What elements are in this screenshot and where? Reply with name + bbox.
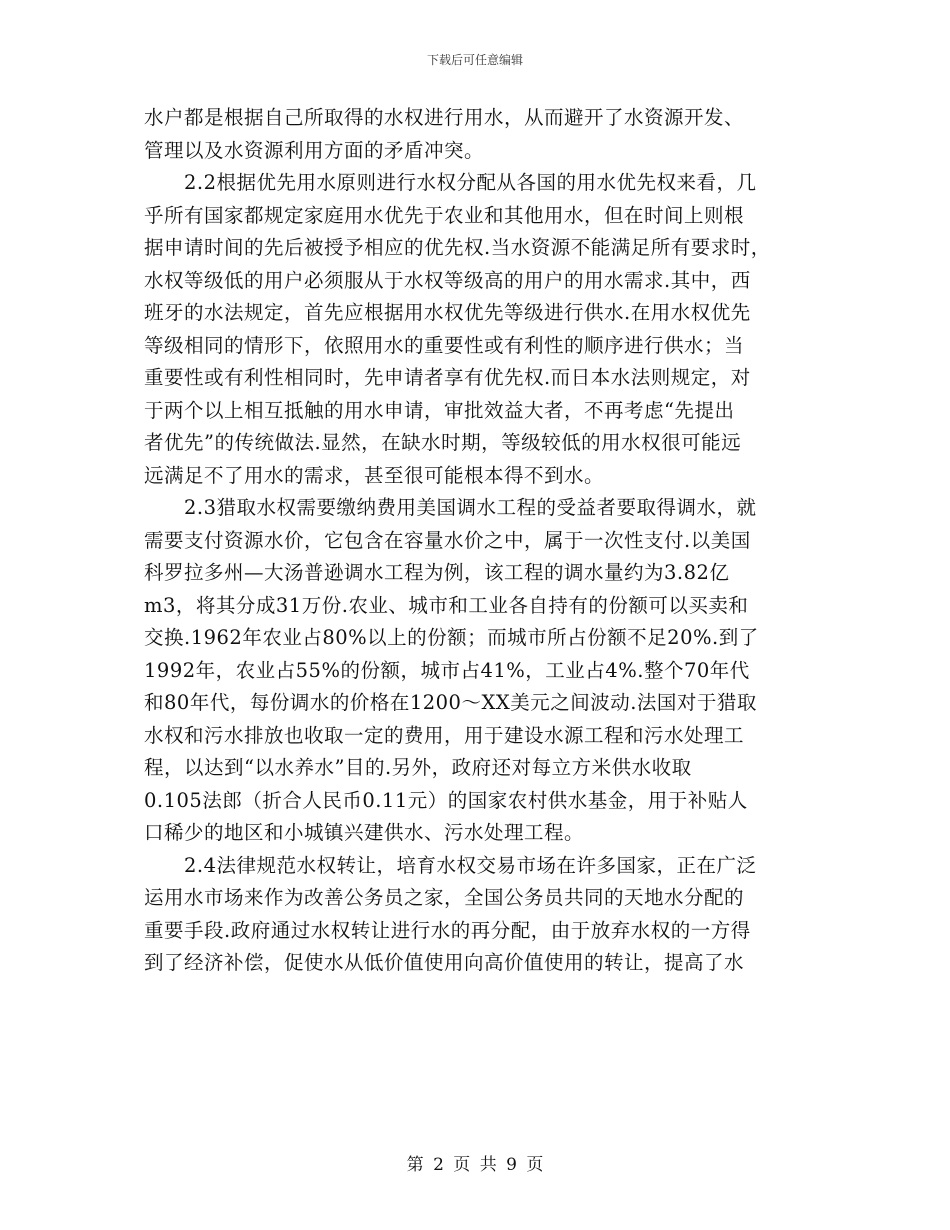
paragraph-section-2-2: 2.2根据优先用水原则进行水权分配从各国的用水优先权来看，几 乎所有国家都规定家庭用水优先于农业和其他用水，但在时间上则根 据申请时间的先后被授予相应的优先权.当水资源不能满足所有要求时， 水权等级低的用户必须服从于水权等级高的用户的用水需求.其中，西 班牙的水法规定，首先应根据用水权优先等级进行供水.在用水权优先 等级相同的情形下，依照用水的重要性或有利性的顺序进行供水；当 重要性或有利性相同时，先申请者享有优先权.而日本水法则规定，对 于两个以上相互抵触的用水申请，审批效益大者，不再考虑“先提出 者优先”的传统做法.显然，在缺水时期，等级较低的用水权很可能远 远满足不了用水的需求，甚至很可能根本得不到水。	[144, 171, 771, 487]
paragraph-continuation: 水户都是根据自己所取得的水权进行用水，从而避开了水资源开发、 管理以及水资源利用方面的矛盾冲突。	[144, 106, 745, 162]
paragraph-section-2-4: 2.4法律规范水权转让，培育水权交易市场在许多国家，正在广泛 运用水市场来作为改善公务员之家，全国公务员共同的天地水分配的 重要手段.政府通过水权转让进行水的再分配，由于放弃水权的一方得 到了经济补偿，促使水从低价值使用向高价值使用的转让，提高了水	[144, 853, 757, 974]
page-header: 下载后可任意编辑	[426, 53, 523, 67]
page-number-footer: 第 2 页 共 9 页	[406, 1155, 544, 1175]
document-body	[144, 102, 812, 980]
paragraph-section-2-3: 2.3猎取水权需要缴纳费用美国调水工程的受益者要取得调水，就 需要支付资源水价，它包含在容量水价之中，属于一次性支付.以美国 科罗拉多州—大汤普逊调水工程为例，该工程的调水量约为3.82亿 m3，将其分成31万份.农业、城市和工业各自持有的份额可以买卖和 交换.1962年农业占80%以上的份额；而城市所占份额不足20%.到了 1992年，农业占55%的份额，城市占41%，工业占4%.整个70年代 和80年代，每份调水的价格在1200～XX美元之间波动.法国对于猎取 水权和污水排放也收取一定的费用，用于建设水源工程和污水处理工 程，以达到“以水养水”目的.另外，政府还对每立方米供水收取 0.105法郎（折合人民币0.11元）的国家农村供水基金，用于补贴人 口稀少的地区和小城镇兴建供水、污水处理工程。	[144, 496, 759, 844]
